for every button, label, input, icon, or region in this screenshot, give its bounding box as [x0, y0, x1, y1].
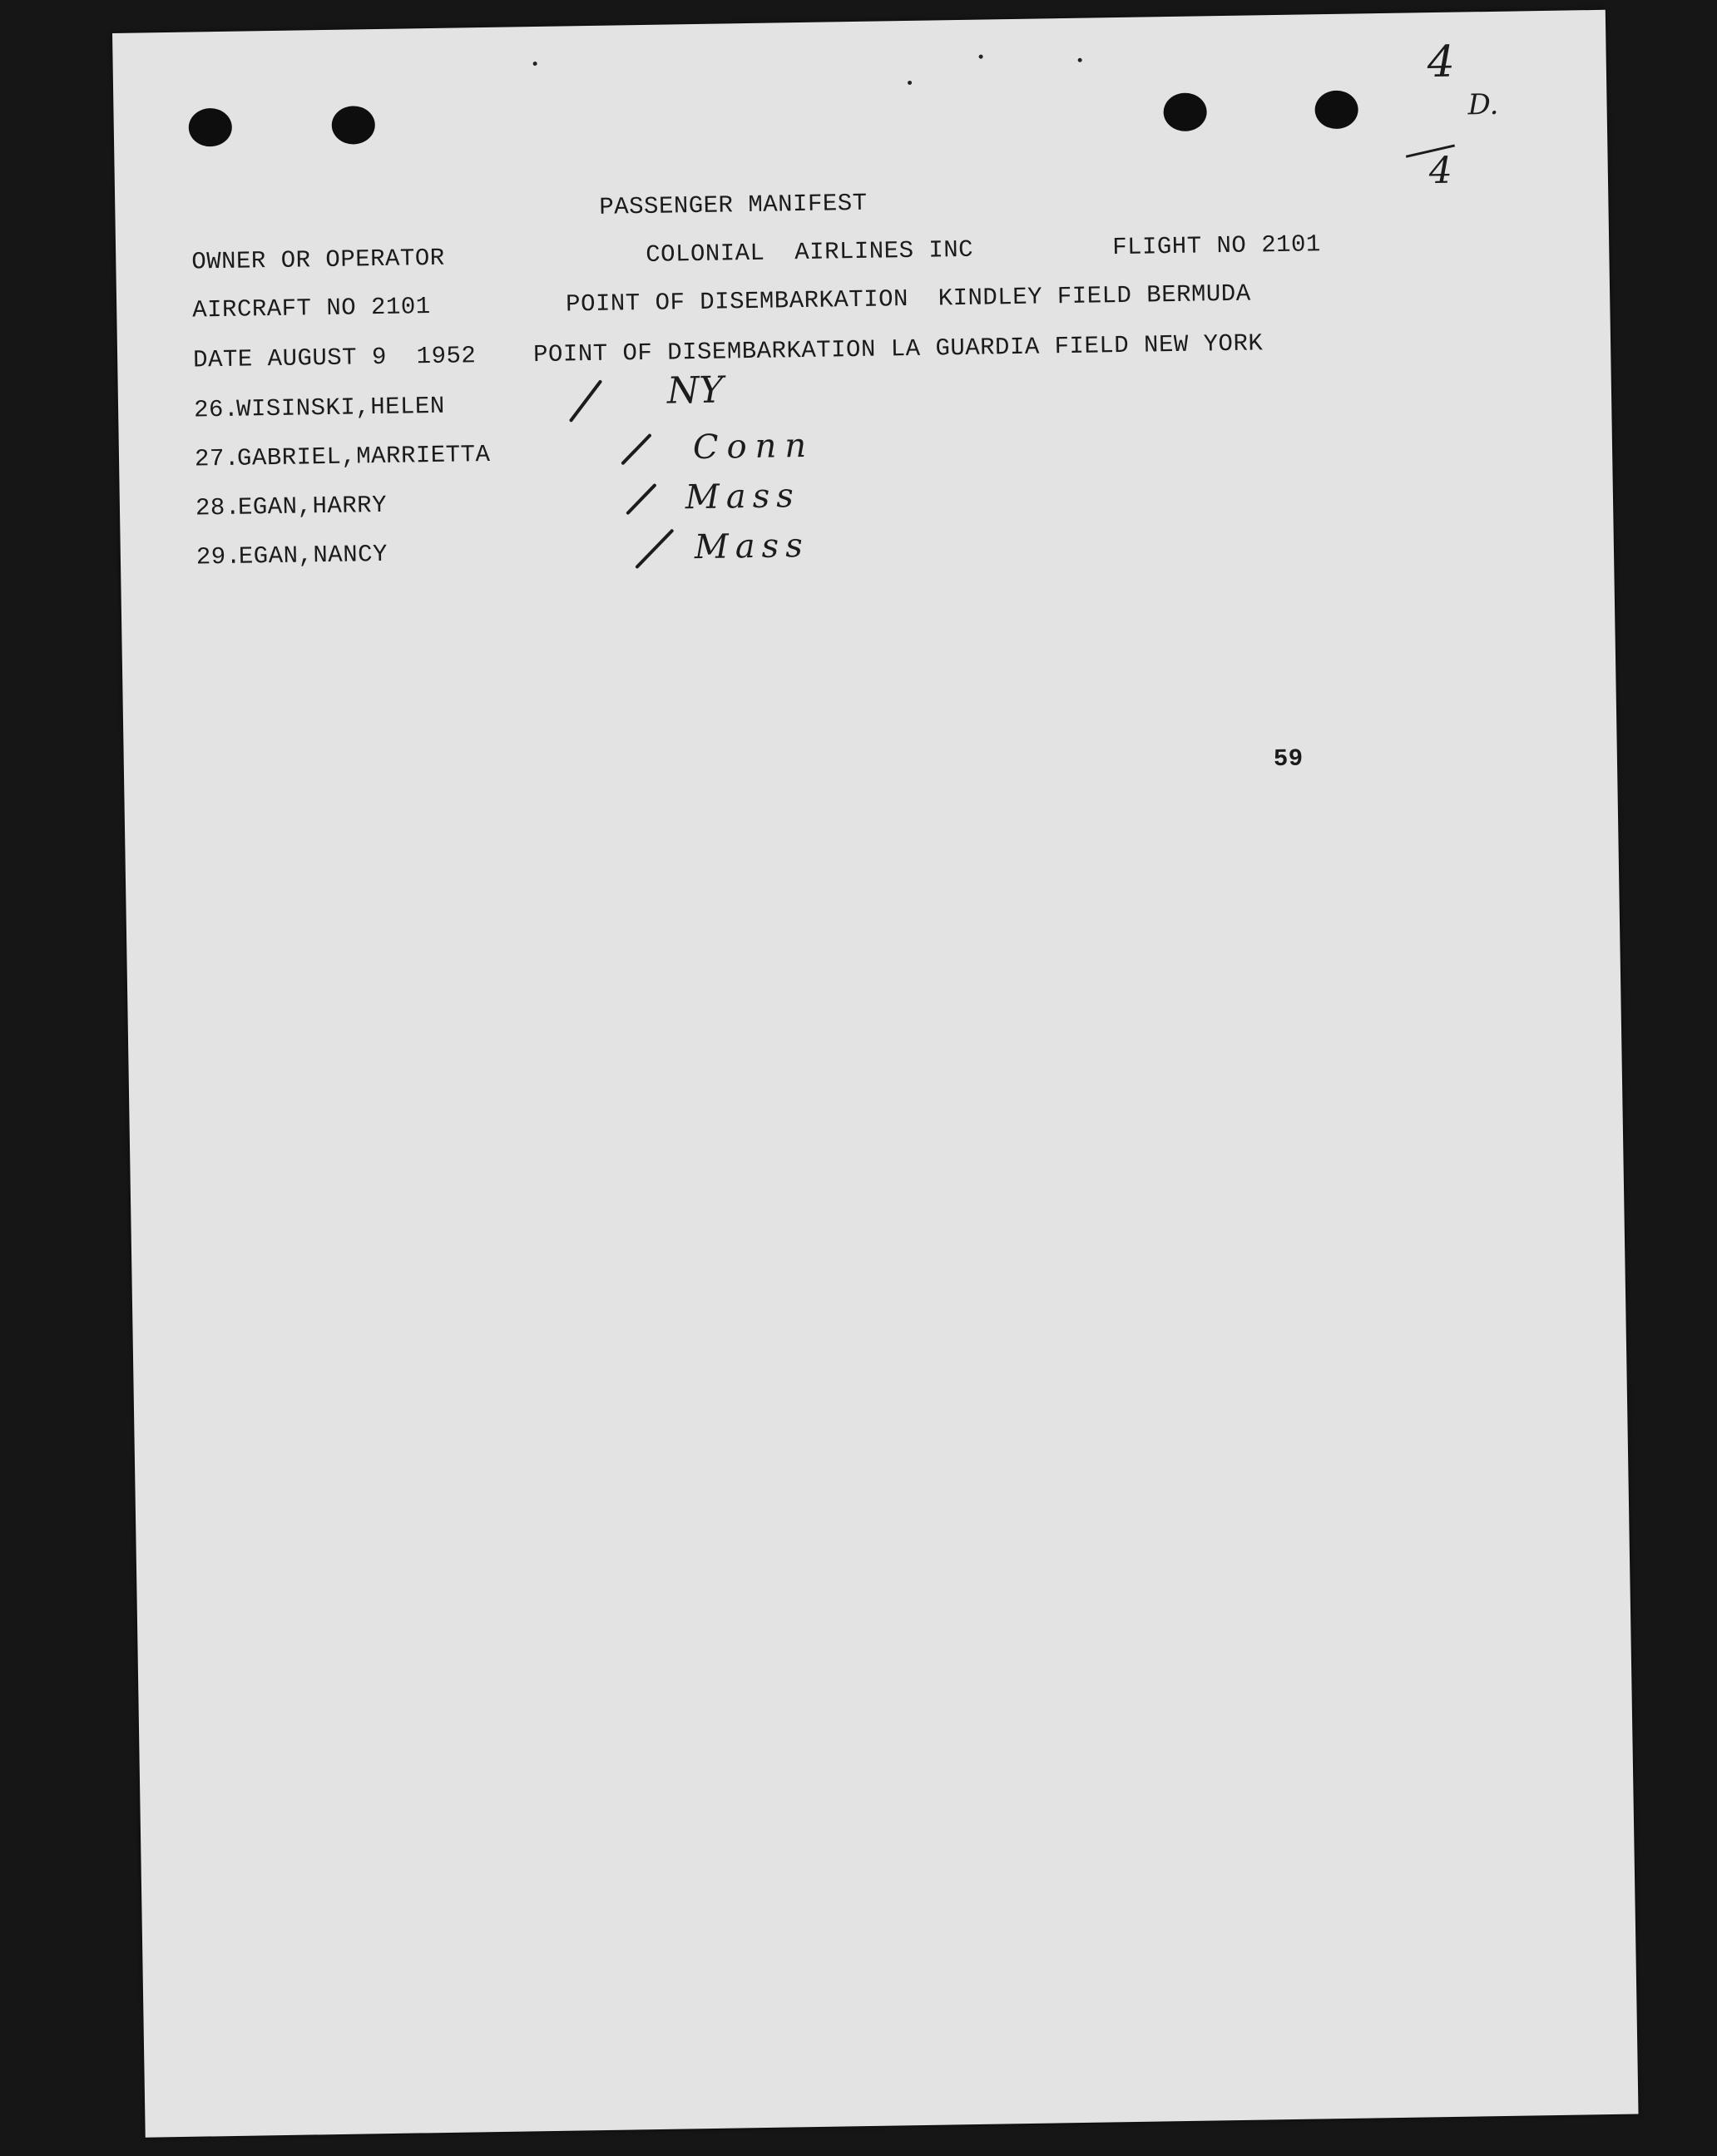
speck: [1078, 58, 1082, 62]
passenger-number: 26: [193, 395, 225, 424]
passenger-state-note: Conn: [692, 426, 815, 467]
passenger-name: GABRIEL,MARRIETTA: [236, 440, 491, 472]
passenger-number: 27: [194, 444, 225, 473]
passenger-name: EGAN,NANCY: [238, 540, 388, 571]
page-number: 59: [1273, 744, 1304, 774]
punch-hole-3: [1163, 92, 1207, 131]
corner-annotation-mid: D.: [1467, 87, 1499, 122]
check-mark: [621, 433, 652, 466]
speck: [979, 55, 983, 59]
owner-label: OWNER OR OPERATOR: [191, 244, 445, 276]
check-mark: [635, 528, 674, 569]
check-mark: [569, 379, 603, 423]
speck: [533, 62, 537, 66]
manifest-date: DATE AUGUST 9 1952: [192, 342, 477, 374]
flight-number: FLIGHT NO 2101: [1111, 230, 1322, 262]
manifest-title: PASSENGER MANIFEST: [599, 189, 868, 221]
punch-hole-1: [188, 108, 232, 147]
passenger-name: EGAN,HARRY: [237, 491, 388, 522]
disembarkation-point: POINT OF DISEMBARKATION LA GUARDIA FIELD NEW YORK: [532, 329, 1264, 369]
passenger-state-note: Mass: [685, 477, 801, 517]
passenger-separator: .: [223, 395, 240, 423]
punch-hole-2: [331, 106, 375, 145]
passenger-number: 29: [195, 542, 226, 571]
corner-annotation-top: 4: [1427, 37, 1456, 88]
corner-annotation-bottom: 4: [1428, 149, 1453, 193]
passenger-name: WISINSKI,HELEN: [235, 392, 445, 423]
aircraft-number: AIRCRAFT NO 2101: [191, 293, 431, 324]
speck: [908, 81, 912, 85]
passenger-separator: .: [225, 542, 242, 571]
punch-hole-4: [1314, 90, 1358, 129]
passenger-state-note: Mass: [694, 526, 809, 567]
manifest-sheet: [112, 10, 1639, 2138]
passenger-number: 28: [195, 493, 226, 522]
passenger-separator: .: [225, 493, 241, 522]
owner-value: COLONIAL AIRLINES INC: [646, 235, 974, 269]
passenger-state-note: NY: [666, 368, 724, 413]
passenger-separator: .: [224, 444, 240, 472]
embarkation-point: POINT OF DISEMBARKATION KINDLEY FIELD BERMUDA: [565, 279, 1251, 319]
check-mark: [626, 483, 657, 516]
